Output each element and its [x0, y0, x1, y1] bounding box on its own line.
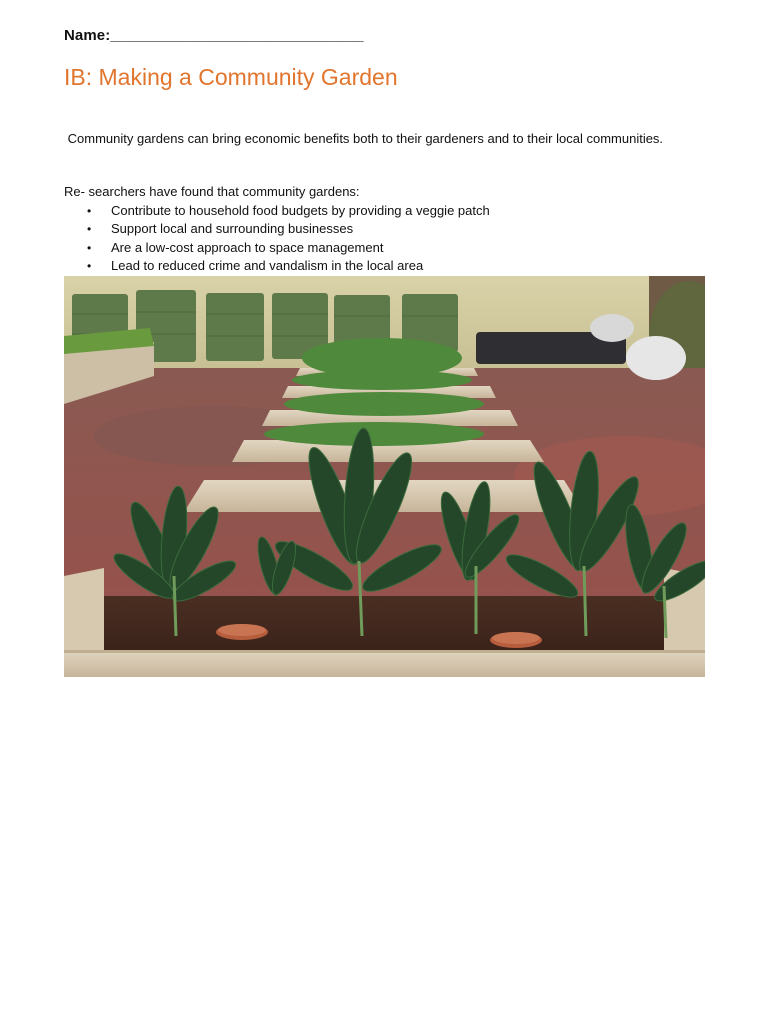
- findings-lead-text: Re- searchers have found that community gardens:: [64, 184, 360, 199]
- list-item: [64, 257, 490, 275]
- garden-photo: [64, 276, 705, 677]
- benefit-text: Are a low-cost approach to space management: [111, 239, 384, 255]
- bullet-icon: •: [87, 259, 92, 274]
- benefit-text: Support local and surrounding businesses: [111, 221, 354, 237]
- benefits-list: [64, 202, 490, 276]
- name-blank: ______________________________: [110, 27, 364, 44]
- name-field-line: [64, 27, 364, 44]
- benefit-text: Contribute to household food budgets by providing a veggie patch: [111, 203, 490, 218]
- bullet-icon: •: [87, 240, 92, 255]
- name-label: Name:: [64, 27, 111, 44]
- list-item: [64, 239, 490, 257]
- list-item: [64, 202, 490, 220]
- benefit-text: Lead to reduced crime and vandalism in the local area: [111, 258, 424, 274]
- intro-paragraph: Community gardens can bring economic benefits both to their gardeners and to their local communities.: [64, 131, 664, 146]
- list-item: [64, 220, 490, 238]
- page-title: IB: Making a Community Garden: [64, 64, 398, 90]
- bullet-icon: •: [87, 222, 92, 237]
- bullet-icon: •: [87, 204, 92, 218]
